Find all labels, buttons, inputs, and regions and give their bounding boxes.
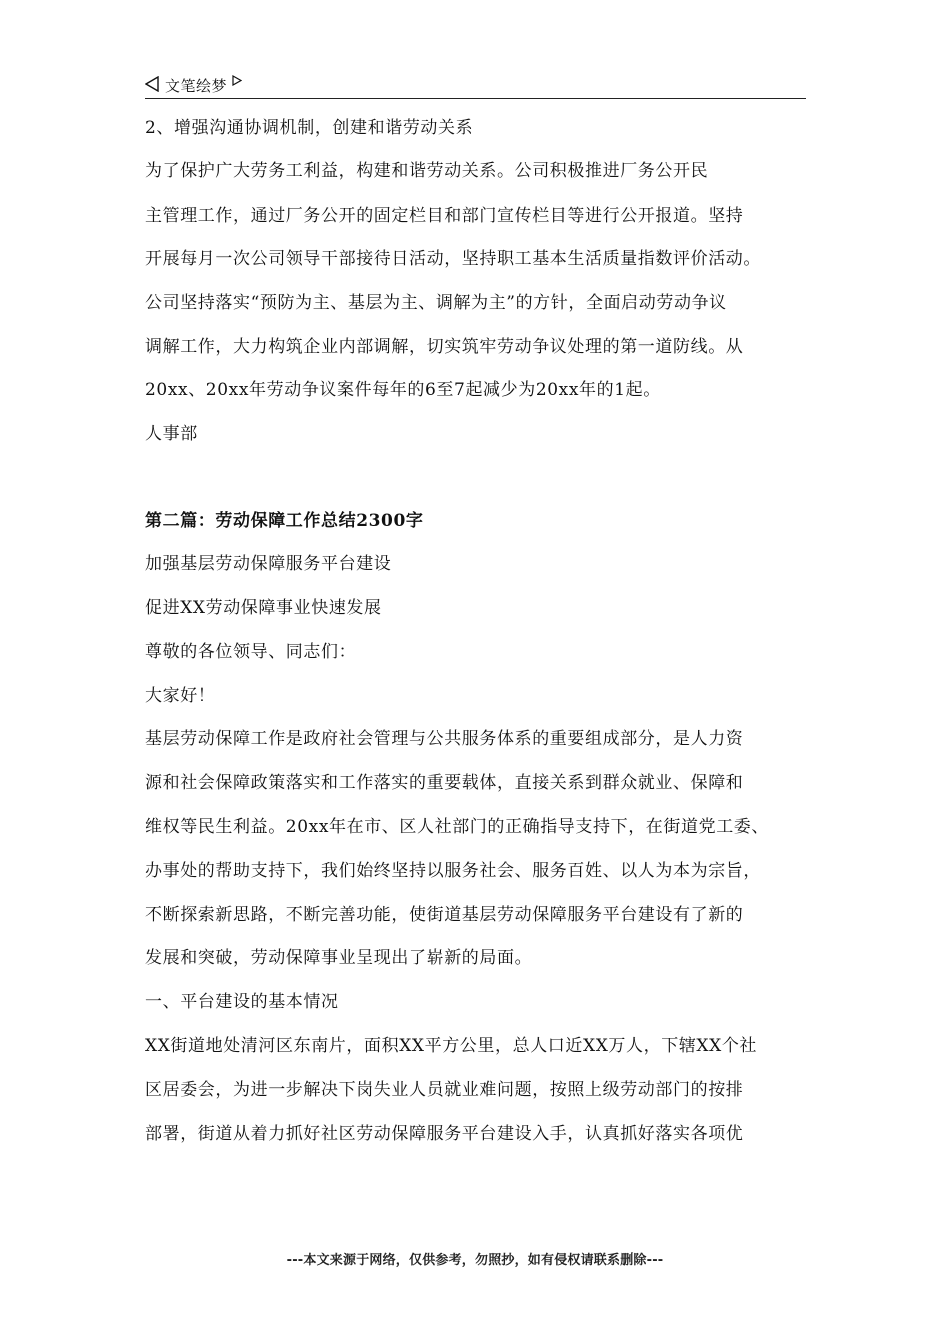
triangle-left-icon bbox=[145, 76, 159, 92]
text-line: 部署，街道从着力抓好社区劳动保障服务平台建设入手，认真抓好落实各项优 bbox=[145, 1124, 744, 1144]
subtitle-line: 加强基层劳动保障服务平台建设 bbox=[145, 554, 392, 574]
section-heading: 第二篇：劳动保障工作总结2300字 bbox=[145, 511, 424, 531]
page-header bbox=[145, 72, 806, 99]
text-line: 办事处的帮助支持下，我们始终坚持以服务社会、服务百姓、以人为本为宗旨， bbox=[145, 861, 761, 881]
text-line: 2、增强沟通协调机制，创建和谐劳动关系 bbox=[145, 118, 474, 138]
header-title: 文笔绘梦 bbox=[165, 77, 228, 95]
text-line: 开展每月一次公司领导干部接待日活动，坚持职工基本生活质量指数评价活动。 bbox=[145, 249, 761, 269]
text-line: 为了保护广大劳务工利益，构建和谐劳动关系。公司积极推进厂务公开民 bbox=[145, 161, 709, 181]
text-line: 公司坚持落实“预防为主、基层为主、调解为主”的方针，全面启动劳动争议 bbox=[145, 293, 727, 313]
salutation-line: 尊敬的各位领导、同志们： bbox=[145, 642, 357, 662]
text-line: 基层劳动保障工作是政府社会管理与公共服务体系的重要组成部分，是人力资 bbox=[145, 729, 744, 749]
text-line: 不断探索新思路，不断完善功能，使街道基层劳动保障服务平台建设有了新的 bbox=[145, 905, 744, 925]
triangle-right-icon bbox=[232, 75, 242, 86]
text-line: 20xx、20xx年劳动争议案件每年的6至7起减少为20xx年的1起。 bbox=[145, 380, 661, 400]
text-line: XX街道地处清河区东南片，面积XX平方公里，总人口近XX万人，下辖XX个社 bbox=[145, 1036, 758, 1056]
subsection-heading: 一、平台建设的基本情况 bbox=[145, 992, 339, 1012]
text-line: 区居委会，为进一步解决下岗失业人员就业难问题，按照上级劳动部门的按排 bbox=[145, 1080, 744, 1100]
text-line: 维权等民生利益。20xx年在市、区人社部门的正确指导支持下，在街道党工委、 bbox=[145, 817, 770, 837]
text-line: 发展和突破，劳动保障事业呈现出了崭新的局面。 bbox=[145, 948, 533, 968]
signature-line: 人事部 bbox=[145, 424, 198, 444]
text-line: 源和社会保障政策落实和工作落实的重要载体，直接关系到群众就业、保障和 bbox=[145, 773, 744, 793]
text-line: 主管理工作，通过厂务公开的固定栏目和部门宣传栏目等进行公开报道。坚持 bbox=[145, 206, 744, 226]
subtitle-line: 促进XX劳动保障事业快速发展 bbox=[145, 598, 382, 618]
footer-notice: ---本文来源于网络，仅供参考，勿照抄，如有侵权请联系删除--- bbox=[286, 1253, 664, 1268]
greeting-line: 大家好！ bbox=[145, 686, 216, 706]
text-line: 调解工作，大力构筑企业内部调解，切实筑牢劳动争议处理的第一道防线。从 bbox=[145, 337, 744, 357]
